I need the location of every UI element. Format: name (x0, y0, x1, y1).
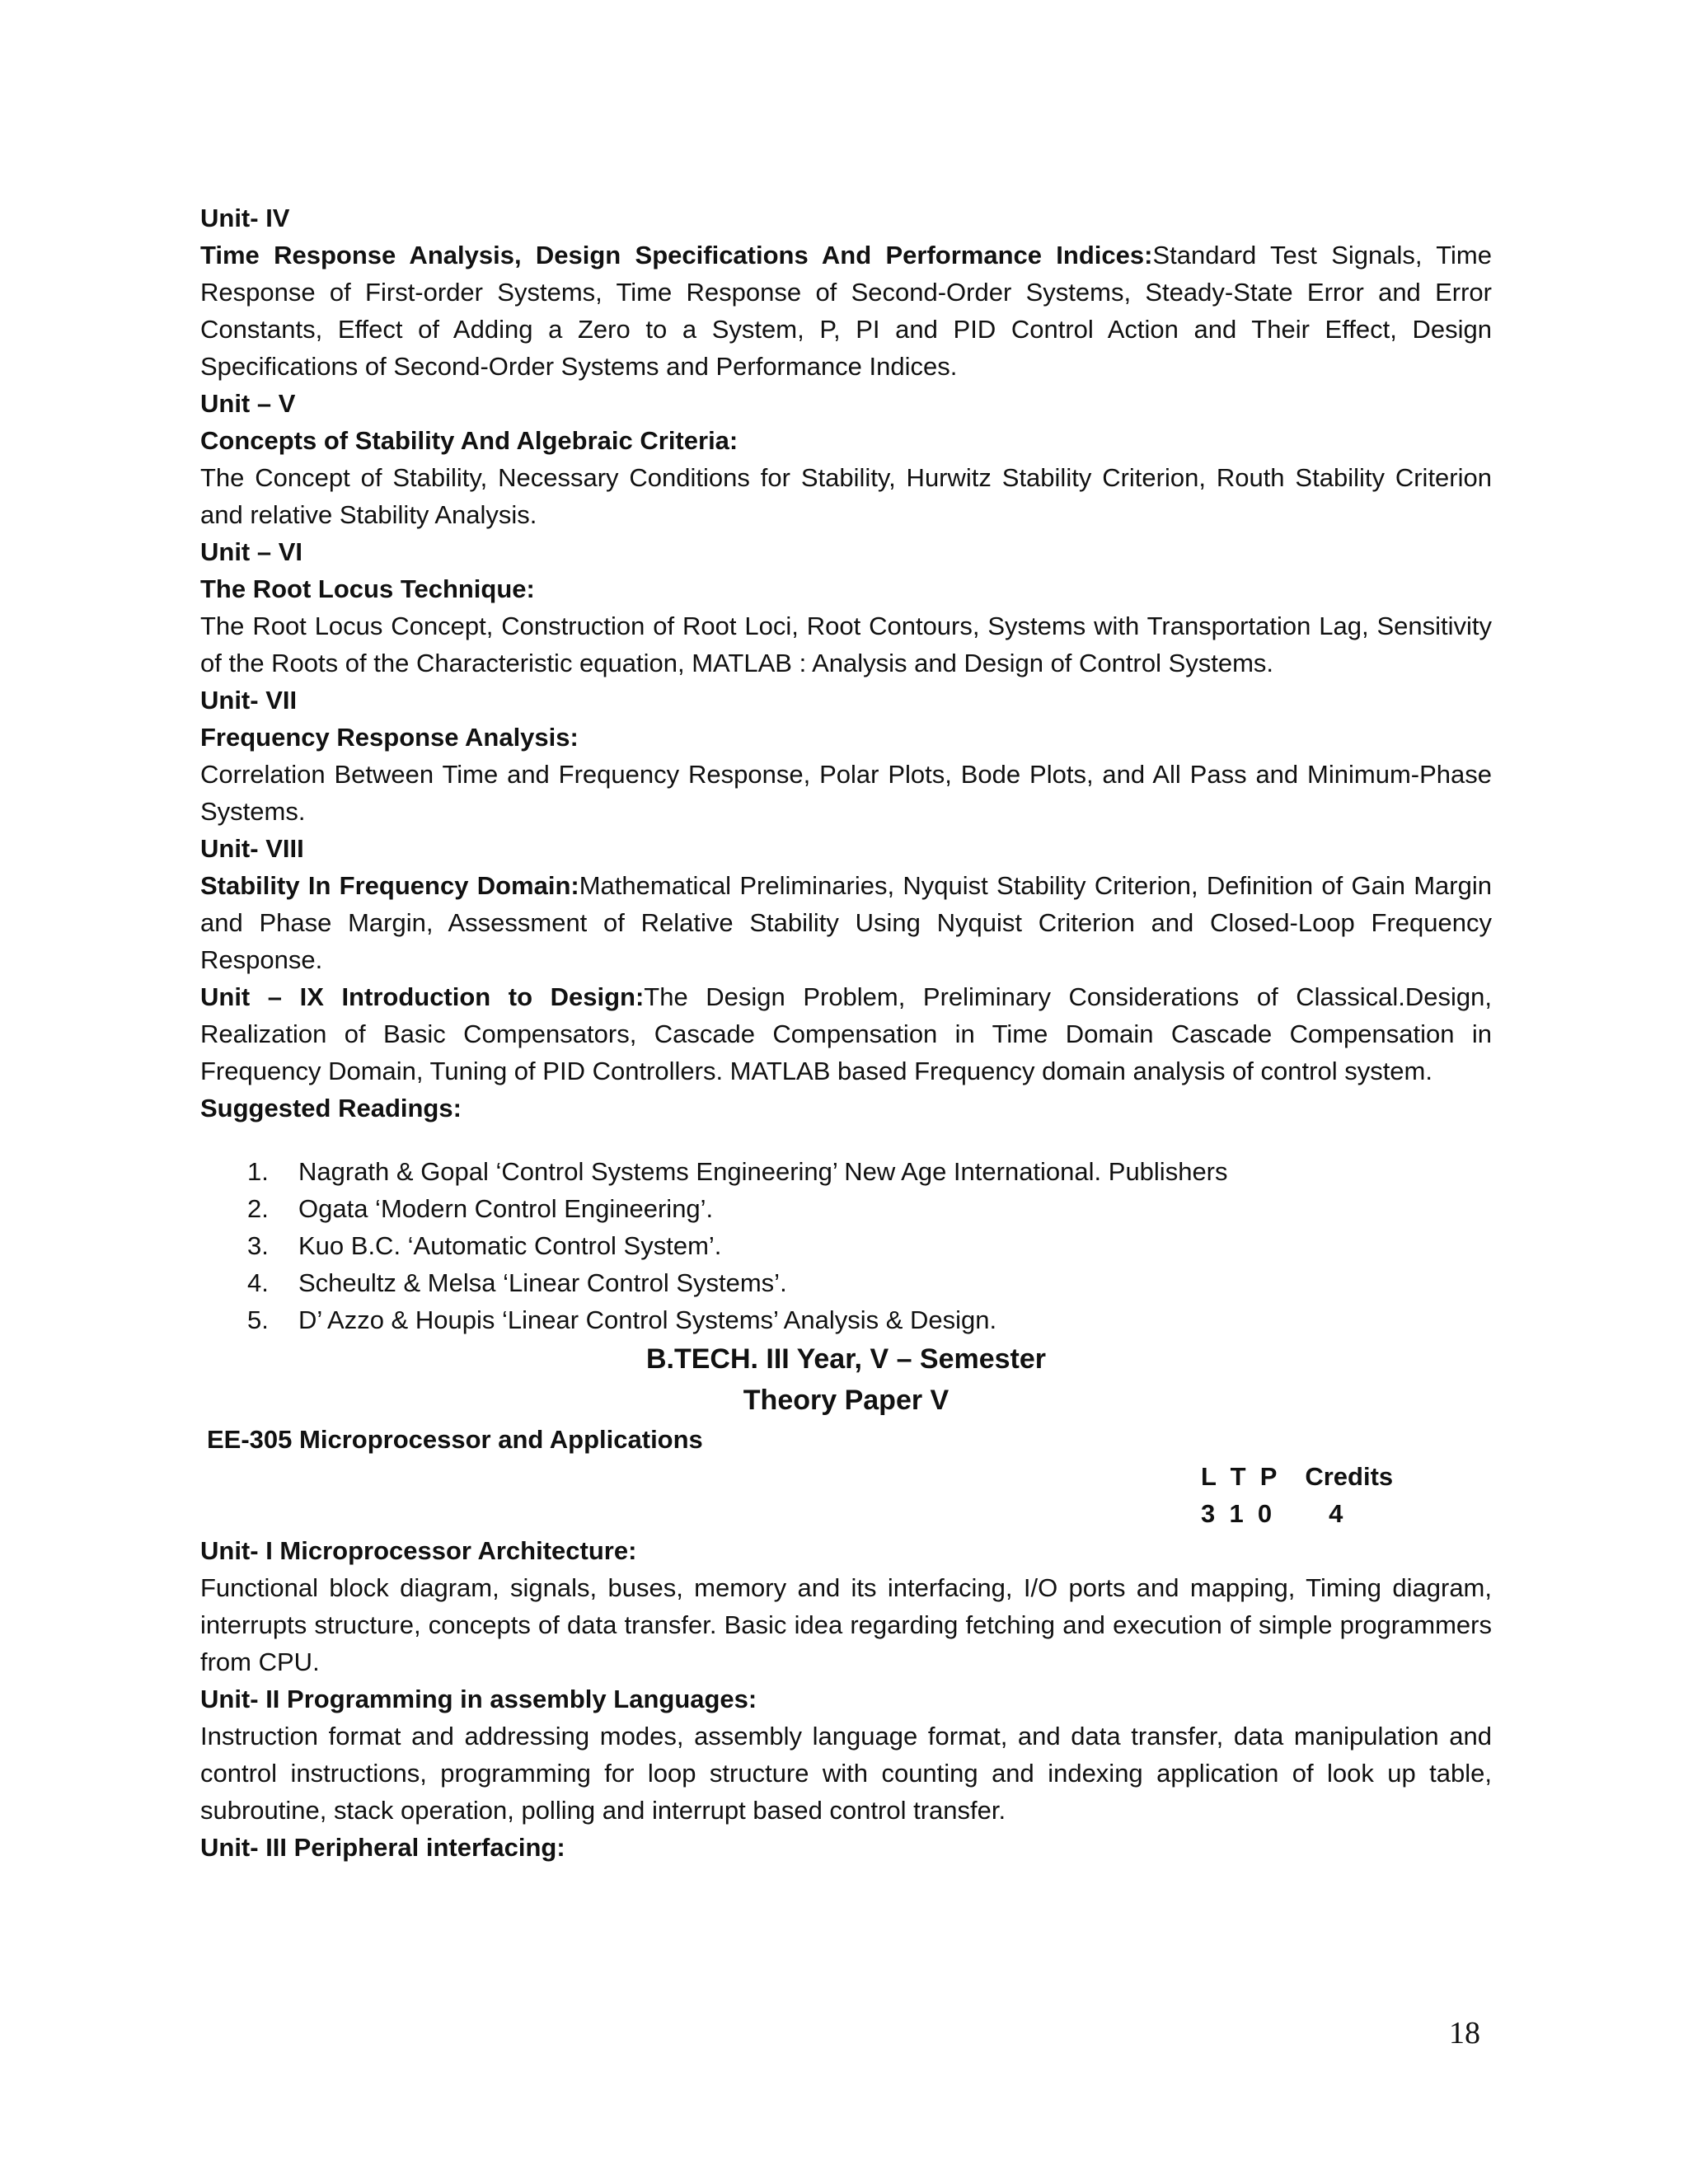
unit-6-heading: Unit – VI (200, 537, 303, 566)
unit-4-heading: Unit- IV (200, 204, 290, 232)
course-unit-2-body: Instruction format and addressing modes, assembly language format, and data transfer, data manipulation and control instructions, programming for loop structure with counting and indexing application of look up table, subroutine, stack operation, polling and interrupt based control transfer. (200, 1722, 1492, 1825)
ltp-credits-header: L T P Credits (1201, 1462, 1394, 1491)
ltp-credits-values: 3 1 0 4 (1201, 1499, 1343, 1528)
list-item (247, 1190, 1492, 1227)
unit-8-body: Mathematical Preliminaries, Nyquist Stability Criterion, Definition of Gain Margin and Phase Margin, Assessment of Relative Stability Using Nyquist Criterion and Closed-Loop Frequency Response. (200, 871, 1492, 974)
list-item-number: 5. (247, 1305, 269, 1334)
paper-title: Theory Paper V (743, 1385, 950, 1416)
unit-9-lead: Unit – IX Introduction to Design: (200, 982, 645, 1011)
list-item-number: 2. (247, 1194, 269, 1223)
unit-7-title: Frequency Response Analysis: (200, 723, 579, 752)
page-number: 18 (1449, 2016, 1480, 2050)
unit-7-heading: Unit- VII (200, 686, 298, 715)
list-item-text: Kuo B.C. ‘Automatic Control System’. (298, 1231, 722, 1260)
suggested-readings-heading: Suggested Readings: (200, 1094, 462, 1122)
suggested-readings-list (200, 1153, 1492, 1338)
list-item (247, 1153, 1492, 1190)
unit-5-body: The Concept of Stability, Necessary Conditions for Stability, Hurwitz Stability Criterion, Routh Stability Criterion and relative Stability Analysis. (200, 463, 1492, 529)
list-item (247, 1264, 1492, 1301)
unit-6-title: The Root Locus Technique: (200, 574, 535, 603)
unit-5-title: Concepts of Stability And Algebraic Criteria: (200, 426, 738, 455)
course-code-title: EE-305 Microprocessor and Applications (207, 1425, 703, 1454)
unit-4-paragraph (200, 237, 1492, 385)
list-item-number: 3. (247, 1231, 269, 1260)
document-page (200, 199, 1492, 1866)
unit-6-body: The Root Locus Concept, Construction of Root Loci, Root Contours, Systems with Transportation Lag, Sensitivity of the Roots of the Characteristic equation, MATLAB : Analysis and Design of Control Systems. (200, 612, 1492, 677)
year-semester-title: B.TECH. III Year, V – Semester (645, 1343, 1047, 1375)
course-unit-2-title: Unit- II Programming in assembly Languages: (200, 1685, 757, 1713)
unit-4-lead: Time Response Analysis, Design Specifications And Performance Indices: (200, 241, 1153, 269)
unit-8-lead: Stability In Frequency Domain: (200, 871, 579, 900)
list-item-text: Scheultz & Melsa ‘Linear Control Systems’. (298, 1268, 787, 1297)
unit-7-body: Correlation Between Time and Frequency Response, Polar Plots, Bode Plots, and All Pass and Minimum-Phase Systems. (200, 760, 1492, 826)
list-item-number: 4. (247, 1268, 269, 1297)
list-item-text: Ogata ‘Modern Control Engineering’. (298, 1194, 714, 1223)
list-item (247, 1301, 1492, 1338)
course-unit-1-body: Functional block diagram, signals, buses, memory and its interfacing, I/O ports and mapping, Timing diagram, interrupts structure, concepts of data transfer. Basic idea regarding fetching and execution of simple programmers from CPU. (200, 1573, 1492, 1676)
unit-5-heading: Unit – V (200, 389, 296, 418)
unit-8-heading: Unit- VIII (200, 834, 304, 863)
list-item (247, 1227, 1492, 1264)
unit-9-paragraph (200, 978, 1492, 1090)
unit-8-paragraph (200, 867, 1492, 978)
unit-9-body: The Design Problem, Preliminary Considerations of Classical.Design, Realization of Basic Compensators, Cascade Compensation in Time Domain Cascade Compensation in Frequency Domain, Tuning of PID Controllers. MATLAB based Frequency domain analysis of control system. (200, 982, 1492, 1085)
list-item-text: Nagrath & Gopal ‘Control Systems Engineering’ New Age International. Publishers (298, 1157, 1228, 1186)
ltp-credits-block (200, 1458, 1492, 1532)
list-item-number: 1. (247, 1157, 269, 1186)
list-item-text: D’ Azzo & Houpis ‘Linear Control Systems’ Analysis & Design. (298, 1305, 997, 1334)
course-unit-3-title: Unit- III Peripheral interfacing: (200, 1833, 565, 1862)
unit-4-body: Standard Test Signals, Time Response of First-order Systems, Time Response of Second-Order Systems, Steady-State Error and Error Constants, Effect of Adding a Zero to a System, P, PI and PID Control Action and Their Effect, Design Specifications of Second-Order Systems and Performance Indices. (200, 241, 1492, 381)
course-unit-1-title: Unit- I Microprocessor Architecture: (200, 1536, 637, 1565)
